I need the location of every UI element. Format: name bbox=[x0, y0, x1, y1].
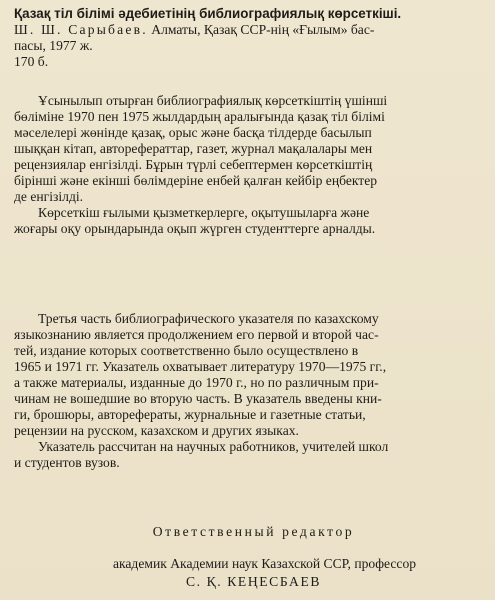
text-line: Указатель рассчитан на научных работников, учителей школ bbox=[38, 439, 389, 454]
kazakh-paragraph-1 bbox=[14, 93, 485, 205]
text-line: рецензии на русском, казахском и других языках. bbox=[14, 423, 299, 438]
bibliographic-entry bbox=[14, 6, 485, 70]
bibliography-publisher: Алматы, Қазақ ССР-нің «Ғылым» бас- bbox=[151, 22, 375, 37]
bibliography-publisher-year: пасы, 1977 ж. bbox=[14, 38, 93, 53]
editor-block bbox=[14, 523, 485, 591]
bibliography-author-line bbox=[14, 22, 485, 38]
editor-affiliation: академик Академии наук Казахской ССР, профессор bbox=[112, 556, 417, 571]
text-line: Көрсеткіш ғылыми қызметкерлерге, оқытушыларға және bbox=[38, 205, 370, 220]
text-line: ги, брошюры, авторефераты, журнальные и газетные статьи, bbox=[14, 407, 366, 422]
text-line: тей, издание которых соответственно было осуществлено в bbox=[14, 343, 359, 358]
text-line: языкознанию является продолжением его первой и второй час- bbox=[14, 327, 379, 342]
text-line: мәселелері жөнінде қазақ, орыс және басқа тілдерде басылып bbox=[14, 125, 372, 140]
text-line: бөліміне 1970 пен 1975 жылдардың аралығында қазақ тіл білімі bbox=[14, 109, 385, 124]
text-line: жоғары оқу орындарында оқып жүрген студенттерге арналды. bbox=[14, 221, 376, 236]
text-line: и студентов вузов. bbox=[14, 455, 120, 470]
kazakh-annotation bbox=[14, 93, 485, 237]
text-line: а также материалы, изданные до 1970 г., но по различным при- bbox=[14, 375, 379, 390]
text-line: бірінші және екінші бөлімдеріне енбей қалған кейбір еңбектер bbox=[14, 173, 378, 188]
text-line: рецензиялар енгізілді. Бұрын түрлі себептермен көрсеткіштің bbox=[14, 157, 373, 172]
text-line: де енгізілді. bbox=[14, 189, 84, 204]
russian-paragraph-2 bbox=[14, 439, 485, 471]
bibliography-author: Ш. Ш. Сарыбаев. bbox=[14, 22, 148, 37]
russian-paragraph-1 bbox=[14, 311, 485, 439]
editor-name: С. Қ. КЕҢЕСБАЕВ bbox=[185, 574, 322, 589]
bibliography-pages: 170 б. bbox=[14, 54, 49, 69]
text-line: 1965 и 1971 гг. Указатель охватывает литературу 1970—1975 гг., bbox=[14, 359, 387, 374]
editor-role: Ответственный редактор bbox=[152, 524, 355, 539]
kazakh-paragraph-2 bbox=[14, 205, 485, 237]
russian-annotation bbox=[14, 311, 485, 471]
text-line: Ұсынылып отырған библиографиялық көрсеткіштің үшінші bbox=[38, 93, 388, 108]
text-line: шыққан кітап, авторефераттар, газет, журнал мақалалары мен bbox=[14, 141, 373, 156]
text-line: чинам не вошедшие во вторую часть. В указатель введены кни- bbox=[14, 391, 382, 406]
bibliography-title: Қазақ тіл білімі әдебиетінің библиографиялық көрсеткіші. bbox=[14, 6, 402, 21]
text-line: Третья часть библиографического указателя по казахскому bbox=[38, 311, 379, 326]
